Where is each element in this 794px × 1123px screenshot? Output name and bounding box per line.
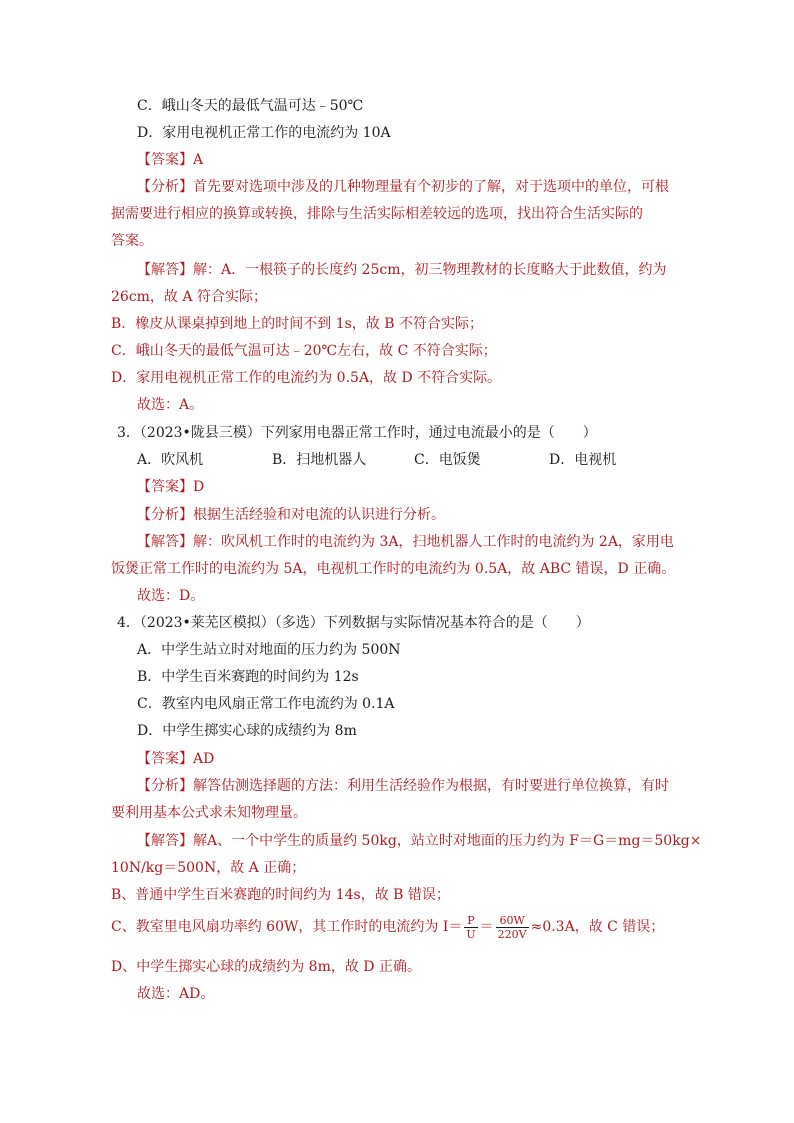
q2-choice: 故选：A。 [137,397,204,413]
q2-option-c: C．峨山冬天的最低气温可达﹣50℃ [137,98,364,114]
fraction-numerator: 60W [496,914,529,928]
question-number: 3． [117,425,140,441]
q2-solution-line-3: B．橡皮从课桌掉到地上的时间不到 1s，故 B 不符合实际； [111,316,484,332]
q4-option-b: B．中学生百米赛跑的时间约为 12s [137,669,359,685]
answer-tag: 【答案】 [137,152,193,168]
q2-answer-line [137,150,203,170]
analysis-tag: 【分析】 [137,778,193,794]
analysis-tag: 【分析】 [137,179,193,195]
answer-tag: 【答案】 [137,479,193,495]
q3-option-d: D．电视机 [549,452,617,468]
q4-stem-line [117,613,590,633]
fraction-denominator: U [466,927,476,941]
equals-sign: ＝ [479,919,494,935]
q4-option-c: C．教室内电风扇正常工作电流约为 0.1A [137,696,395,712]
q3-stem-line [117,423,597,443]
q3-solution-line-1 [137,532,674,552]
q4-solution-line-4 [111,910,664,944]
q2-solution-line-4: C．峨山冬天的最低气温可达﹣20℃左右，故 C 不符合实际； [111,343,497,359]
solution-text: 解：A．一根筷子的长度约 25cm，初三物理教材的长度略大于此数值，约为 [193,262,667,278]
formula-suffix: ≈0.3A，故 C 错误； [530,919,665,935]
q4-analysis-line-1 [137,776,669,796]
answer-value: AD [193,751,215,767]
solution-text: 解：吹风机工作时的电流约为 3A，扫地机器人工作时的电流约为 2A，家用电 [193,534,674,550]
q4-solution-line-2: 10N/kg＝500N，故 A 正确； [111,860,306,876]
question-number: 4． [117,615,140,631]
q2-solution-line-2: 26cm，故 A 符合实际； [111,289,267,305]
fraction-p-over-u [464,914,477,941]
analysis-text: 根据生活经验和对电流的认识进行分析。 [193,507,445,523]
answer-tag: 【答案】 [137,751,193,767]
q4-choice: 故选：AD。 [137,986,215,1002]
q4-solution-line-1 [137,831,701,851]
analysis-tag: 【分析】 [137,507,193,523]
analysis-text: 解答估测选择题的方法：利用生活经验作为根据，有时要进行单位换算，有时 [193,778,669,794]
q3-analysis-line [137,505,445,525]
question-stem: （2023•陇县三模）下列家用电器正常工作时，通过电流最小的是（ ） [139,425,597,441]
solution-text: 解A、一个中学生的质量约 50kg，站立时对地面的压力约为 F＝G＝mg＝50kg× [193,833,702,849]
q3-answer-line [137,477,204,497]
q2-solution-line-5: D．家用电视机正常工作的电流约为 0.5A，故 D 不符合实际。 [111,370,502,386]
q4-option-a: A．中学生站立时对地面的压力约为 500N [137,642,401,658]
solution-tag: 【解答】 [137,833,193,849]
q3-option-a: A．吹风机 [137,452,204,468]
q4-answer-line [137,749,214,769]
question-stem: （2023•莱芜区模拟）（多选）下列数据与实际情况基本符合的是（ ） [139,615,590,631]
fraction-denominator: 220V [497,927,527,941]
q3-solution-line-2: 饭煲正常工作时的电流约为 5A，电视机工作时的电流约为 0.5A，故 ABC 错误，D 正确。 [111,561,676,577]
fraction-numerator: P [464,914,477,928]
q3-option-c: C．电饭煲 [414,452,481,468]
q4-analysis-line-2: 要利用基本公式求未知物理量。 [111,805,307,821]
q2-analysis-line-3: 答案。 [111,233,153,249]
q2-option-d: D．家用电视机正常工作的电流约为 10A [137,125,391,141]
q4-solution-line-5: D、中学生掷实心球的成绩约为 8m，故 D 正确。 [111,959,421,975]
fraction-power-over-voltage [496,914,529,941]
solution-tag: 【解答】 [137,534,193,550]
solution-tag: 【解答】 [137,262,193,278]
answer-value: A [193,152,204,168]
q3-choice: 故选：D。 [137,588,205,604]
q2-solution-line-1 [137,260,667,280]
formula-prefix: C、教室里电风扇功率约 60W，其工作时的电流约为 I＝ [111,919,463,935]
analysis-text: 首先要对选项中涉及的几种物理量有个初步的了解，对于选项中的单位，可根 [193,179,669,195]
answer-value: D [193,479,205,495]
q3-option-b: B．扫地机器人 [272,452,367,468]
q2-analysis-line-1 [137,177,669,197]
q4-option-d: D．中学生掷实心球的成绩约为 8m [137,723,357,739]
q4-solution-line-3: B、普通中学生百米赛跑的时间约为 14s，故 B 错误； [111,887,450,903]
q2-analysis-line-2: 据需要进行相应的换算或转换，排除与生活实际相差较远的选项，找出符合生活实际的 [111,206,643,222]
